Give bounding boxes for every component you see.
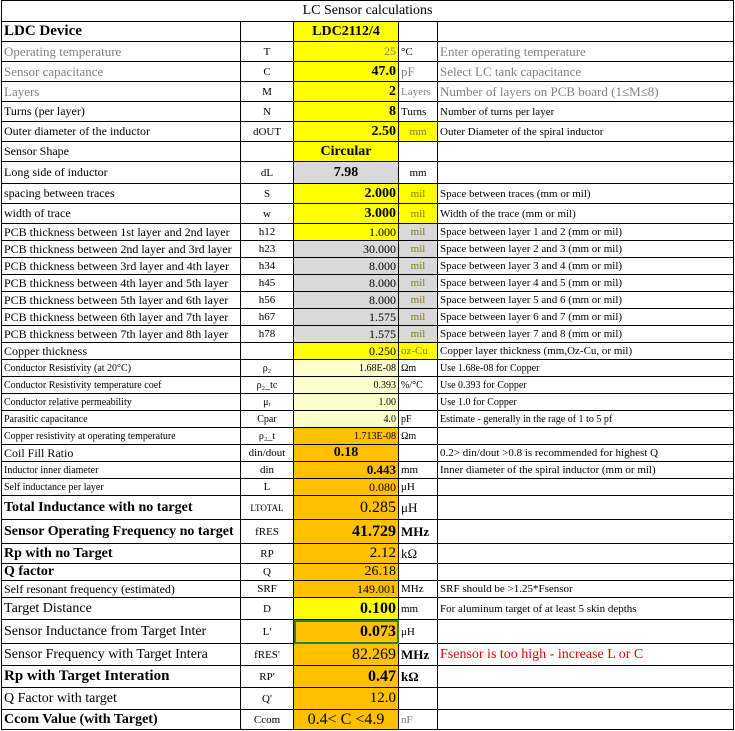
param-name-long-side-of-inductor: Long side of inductor — [2, 162, 241, 184]
param-name-rp-with-target-interation: Rp with Target Interation — [2, 666, 241, 688]
param-desc-width-of-trace: Width of the trace (mm or mil) — [438, 204, 734, 224]
param-symbol-self-inductance-per-layer: L — [241, 479, 294, 496]
param-name-sensor-inductance-from-target-inter: Sensor Inductance from Target Inter — [2, 620, 241, 644]
param-symbol-total-inductance-with-no-target: LTOTAL — [241, 496, 294, 520]
param-value-coil-fill-ratio[interactable]: 0.18 — [294, 445, 399, 462]
param-desc-pcb-thickness-between-6th-layer-and-7th-layer: Space between layer 6 and 7 (mm or mil) — [438, 309, 734, 326]
param-unit-sensor-inductance-from-target-inter: μH — [399, 620, 438, 644]
param-unit-q-factor-with-target — [399, 688, 438, 710]
param-value-long-side-of-inductor[interactable]: 7.98 — [294, 162, 399, 184]
param-desc-long-side-of-inductor — [438, 162, 734, 184]
param-name-q-factor: Q factor — [2, 564, 241, 581]
param-desc-self-inductance-per-layer — [438, 479, 734, 496]
param-name-pcb-thickness-between-2nd-layer-and-3rd-layer: PCB thickness between 2nd layer and 3rd layer — [2, 241, 241, 258]
param-name-pcb-thickness-between-6th-layer-and-7th-layer: PCB thickness between 6th layer and 7th layer — [2, 309, 241, 326]
param-symbol-pcb-thickness-between-7th-layer-and-8th-layer: h78 — [241, 326, 294, 343]
param-unit-ldc-device — [399, 22, 438, 42]
param-desc-sensor-frequency-with-target-intera: Fsensor is too high - increase L or C — [438, 644, 734, 666]
param-name-spacing-between-traces: spacing between traces — [2, 184, 241, 204]
table-row — [2, 688, 734, 710]
param-value-pcb-thickness-between-5th-layer-and-6th-layer[interactable]: 8.000 — [294, 292, 399, 309]
param-value-q-factor-with-target[interactable]: 12.0 — [294, 688, 399, 710]
param-symbol-copper-resistivity-at-operating-temperature: ρ₂_t — [241, 428, 294, 445]
param-symbol-spacing-between-traces: S — [241, 184, 294, 204]
table-row — [2, 82, 734, 102]
param-name-total-inductance-with-no-target: Total Inductance with no target — [2, 496, 241, 520]
param-unit-sensor-frequency-with-target-intera: MHz — [399, 644, 438, 666]
param-desc-sensor-operating-frequency-no-target — [438, 520, 734, 544]
param-desc-conductor-resistivity-at-20-c: Use 1.68e-08 for Copper — [438, 360, 734, 377]
param-unit-self-resonant-frequency-estimated: MHz — [399, 581, 438, 598]
param-desc-total-inductance-with-no-target — [438, 496, 734, 520]
param-value-conductor-resistivity-temperature-coef[interactable]: 0.393 — [294, 377, 399, 394]
param-name-inductor-inner-diameter: Inductor inner diameter — [2, 462, 241, 479]
param-unit-width-of-trace: mil — [399, 204, 438, 224]
param-unit-conductor-resistivity-at-20-c: Ωm — [399, 360, 438, 377]
param-symbol-q-factor-with-target: Q' — [241, 688, 294, 710]
param-unit-coil-fill-ratio — [399, 445, 438, 462]
param-symbol-sensor-shape — [241, 142, 294, 162]
param-name-turns-per-layer: Turns (per layer) — [2, 102, 241, 122]
param-name-q-factor-with-target: Q Factor with target — [2, 688, 241, 710]
param-name-parasitic-capacitance: Parasitic capacitance — [2, 411, 241, 428]
table-row — [2, 411, 734, 428]
table-row — [2, 520, 734, 544]
param-symbol-pcb-thickness-between-5th-layer-and-6th-layer: h56 — [241, 292, 294, 309]
param-symbol-outer-diameter-of-the-inductor: dOUT — [241, 122, 294, 142]
param-unit-long-side-of-inductor: mm — [399, 162, 438, 184]
param-symbol-pcb-thickness-between-1st-layer-and-2nd-layer: h12 — [241, 224, 294, 241]
param-name-coil-fill-ratio: Coil Fill Ratio — [2, 445, 241, 462]
param-value-target-distance[interactable]: 0.100 — [294, 598, 399, 620]
param-symbol-self-resonant-frequency-estimated: SRF — [241, 581, 294, 598]
param-desc-q-factor — [438, 564, 734, 581]
param-unit-inductor-inner-diameter: mm — [399, 462, 438, 479]
param-unit-pcb-thickness-between-7th-layer-and-8th-layer: mil — [399, 326, 438, 343]
param-desc-pcb-thickness-between-3rd-layer-and-4th-layer: Space between layer 3 and 4 (mm or mil) — [438, 258, 734, 275]
table-row — [2, 377, 734, 394]
param-symbol-sensor-operating-frequency-no-target: fRES — [241, 520, 294, 544]
param-desc-coil-fill-ratio: 0.2> din/dout >0.8 is recommended for highest Q — [438, 445, 734, 462]
param-unit-total-inductance-with-no-target: μH — [399, 496, 438, 520]
param-name-pcb-thickness-between-3rd-layer-and-4th-layer: PCB thickness between 3rd layer and 4th layer — [2, 258, 241, 275]
param-unit-pcb-thickness-between-6th-layer-and-7th-layer: mil — [399, 309, 438, 326]
table-row — [2, 241, 734, 258]
param-name-conductor-resistivity-at-20-c: Conductor Resistivity (at 20°C) — [2, 360, 241, 377]
param-value-q-factor[interactable]: 26.18 — [294, 564, 399, 581]
param-name-pcb-thickness-between-5th-layer-and-6th-layer: PCB thickness between 5th layer and 6th layer — [2, 292, 241, 309]
param-value-sensor-capacitance[interactable]: 47.0 — [294, 62, 399, 82]
param-unit-layers: Layers — [399, 82, 438, 102]
param-desc-sensor-shape — [438, 142, 734, 162]
param-value-conductor-relative-permeability[interactable]: 1.00 — [294, 394, 399, 411]
param-value-parasitic-capacitance[interactable]: 4.0 — [294, 411, 399, 428]
param-name-pcb-thickness-between-1st-layer-and-2nd-layer: PCB thickness between 1st layer and 2nd layer — [2, 224, 241, 241]
param-value-width-of-trace[interactable]: 3.000 — [294, 204, 399, 224]
param-desc-rp-with-no-target — [438, 544, 734, 564]
param-unit-operating-temperature: °C — [399, 42, 438, 62]
param-value-copper-thickness[interactable]: 0.250 — [294, 343, 399, 360]
param-desc-outer-diameter-of-the-inductor: Outer Diameter of the spiral inductor — [438, 122, 734, 142]
table-row — [2, 360, 734, 377]
table-row — [2, 42, 734, 62]
param-value-pcb-thickness-between-6th-layer-and-7th-layer[interactable]: 1.575 — [294, 309, 399, 326]
param-value-turns-per-layer[interactable]: 8 — [294, 102, 399, 122]
param-symbol-pcb-thickness-between-2nd-layer-and-3rd-layer: h23 — [241, 241, 294, 258]
table-row — [2, 258, 734, 275]
table-row — [2, 598, 734, 620]
table-row — [2, 445, 734, 462]
param-unit-sensor-shape — [399, 142, 438, 162]
param-symbol-rp-with-target-interation: RP' — [241, 666, 294, 688]
param-value-self-inductance-per-layer[interactable]: 0.080 — [294, 479, 399, 496]
param-unit-pcb-thickness-between-2nd-layer-and-3rd-layer: mil — [399, 241, 438, 258]
param-symbol-ldc-device — [241, 22, 294, 42]
param-desc-target-distance: For aluminum target of at least 5 skin depths — [438, 598, 734, 620]
table-row — [2, 162, 734, 184]
param-value-pcb-thickness-between-1st-layer-and-2nd-layer[interactable]: 1.000 — [294, 224, 399, 241]
param-symbol-pcb-thickness-between-4th-layer-and-5th-layer: h45 — [241, 275, 294, 292]
param-desc-pcb-thickness-between-7th-layer-and-8th-layer: Space between layer 7 and 8 (mm or mil) — [438, 326, 734, 343]
param-name-pcb-thickness-between-4th-layer-and-5th-layer: PCB thickness between 4th layer and 5th layer — [2, 275, 241, 292]
table-row — [2, 564, 734, 581]
table-row — [2, 102, 734, 122]
param-name-sensor-capacitance: Sensor capacitance — [2, 62, 241, 82]
param-value-sensor-shape[interactable]: Circular — [294, 142, 399, 162]
param-value-sensor-operating-frequency-no-target[interactable]: 41.729 — [294, 520, 399, 544]
param-symbol-q-factor: Q — [241, 564, 294, 581]
param-desc-rp-with-target-interation — [438, 666, 734, 688]
param-desc-sensor-inductance-from-target-inter — [438, 620, 734, 644]
param-unit-self-inductance-per-layer: μH — [399, 479, 438, 496]
param-symbol-operating-temperature: T — [241, 42, 294, 62]
param-unit-sensor-operating-frequency-no-target: MHz — [399, 520, 438, 544]
param-desc-conductor-resistivity-temperature-coef: Use 0.393 for Copper — [438, 377, 734, 394]
lc-sensor-sheet — [1, 0, 734, 730]
param-name-ldc-device: LDC Device — [2, 22, 241, 42]
param-unit-parasitic-capacitance: pF — [399, 411, 438, 428]
param-symbol-long-side-of-inductor: dL — [241, 162, 294, 184]
param-name-copper-thickness: Copper thickness — [2, 343, 241, 360]
param-symbol-sensor-inductance-from-target-inter: L' — [241, 620, 294, 644]
table-row — [2, 581, 734, 598]
param-name-operating-temperature: Operating temperature — [2, 42, 241, 62]
table-row — [2, 394, 734, 411]
param-value-pcb-thickness-between-2nd-layer-and-3rd-layer[interactable]: 30.000 — [294, 241, 399, 258]
param-desc-pcb-thickness-between-4th-layer-and-5th-layer: Space between layer 4 and 5 (mm or mil) — [438, 275, 734, 292]
param-unit-pcb-thickness-between-1st-layer-and-2nd-layer: mil — [399, 224, 438, 241]
table-row — [2, 292, 734, 309]
param-name-self-inductance-per-layer: Self inductance per layer — [2, 479, 241, 496]
param-symbol-conductor-resistivity-at-20-c: ρ₂ — [241, 360, 294, 377]
param-unit-copper-thickness: oz-Cu — [399, 343, 438, 360]
table-row — [2, 62, 734, 82]
param-value-outer-diameter-of-the-inductor[interactable]: 2.50 — [294, 122, 399, 142]
param-unit-pcb-thickness-between-5th-layer-and-6th-layer: mil — [399, 292, 438, 309]
param-desc-copper-thickness: Copper layer thickness (mm,Oz-Cu, or mil) — [438, 343, 734, 360]
param-name-outer-diameter-of-the-inductor: Outer diameter of the inductor — [2, 122, 241, 142]
param-unit-sensor-capacitance: pF — [399, 62, 438, 82]
param-symbol-layers: M — [241, 82, 294, 102]
param-value-sensor-frequency-with-target-intera[interactable]: 82.269 — [294, 644, 399, 666]
table-row — [2, 275, 734, 292]
param-symbol-pcb-thickness-between-3rd-layer-and-4th-layer: h34 — [241, 258, 294, 275]
param-value-spacing-between-traces[interactable]: 2.000 — [294, 184, 399, 204]
param-name-sensor-frequency-with-target-intera: Sensor Frequency with Target Intera — [2, 644, 241, 666]
param-value-conductor-resistivity-at-20-c[interactable]: 1.68E-08 — [294, 360, 399, 377]
table-row — [2, 666, 734, 688]
param-unit-conductor-resistivity-temperature-coef: %/°C — [399, 377, 438, 394]
param-desc-inductor-inner-diameter: Inner diameter of the spiral inductor (mm or mil) — [438, 462, 734, 479]
param-unit-turns-per-layer: Turns — [399, 102, 438, 122]
param-symbol-width-of-trace: w — [241, 204, 294, 224]
param-unit-outer-diameter-of-the-inductor: mm — [399, 122, 438, 142]
param-value-layers[interactable]: 2 — [294, 82, 399, 102]
table-row — [2, 428, 734, 445]
table-row — [2, 644, 734, 666]
table-row — [2, 544, 734, 564]
param-desc-pcb-thickness-between-1st-layer-and-2nd-layer: Space between layer 1 and 2 (mm or mil) — [438, 224, 734, 241]
param-symbol-pcb-thickness-between-6th-layer-and-7th-layer: h67 — [241, 309, 294, 326]
param-name-sensor-operating-frequency-no-target: Sensor Operating Frequency no target — [2, 520, 241, 544]
param-value-rp-with-no-target[interactable]: 2.12 — [294, 544, 399, 564]
param-unit-pcb-thickness-between-3rd-layer-and-4th-layer: mil — [399, 258, 438, 275]
table-row — [2, 710, 734, 730]
table-row — [2, 462, 734, 479]
param-value-rp-with-target-interation[interactable]: 0.47 — [294, 666, 399, 688]
param-value-pcb-thickness-between-3rd-layer-and-4th-layer[interactable]: 8.000 — [294, 258, 399, 275]
table-row — [2, 343, 734, 360]
table-row — [2, 142, 734, 162]
param-unit-ccom-value-with-target: nF — [399, 710, 438, 730]
param-symbol-coil-fill-ratio: din/dout — [241, 445, 294, 462]
param-name-ccom-value-with-target: Ccom Value (with Target) — [2, 710, 241, 730]
param-symbol-conductor-resistivity-temperature-coef: ρ₂_tc — [241, 377, 294, 394]
param-unit-rp-with-target-interation: kΩ — [399, 666, 438, 688]
table-row — [2, 326, 734, 343]
param-symbol-inductor-inner-diameter: din — [241, 462, 294, 479]
param-value-ccom-value-with-target[interactable]: 0.4< C <4.9 — [294, 710, 399, 730]
param-symbol-turns-per-layer: N — [241, 102, 294, 122]
param-value-sensor-inductance-from-target-inter[interactable]: 0.073 — [294, 620, 399, 644]
param-unit-pcb-thickness-between-4th-layer-and-5th-layer: mil — [399, 275, 438, 292]
param-desc-turns-per-layer: Number of turns per layer — [438, 102, 734, 122]
param-desc-pcb-thickness-between-5th-layer-and-6th-layer: Space between layer 5 and 6 (mm or mil) — [438, 292, 734, 309]
table-row — [2, 184, 734, 204]
param-desc-copper-resistivity-at-operating-temperature — [438, 428, 734, 445]
param-desc-spacing-between-traces: Space between traces (mm or mil) — [438, 184, 734, 204]
param-name-rp-with-no-target: Rp with no Target — [2, 544, 241, 564]
param-name-width-of-trace: width of trace — [2, 204, 241, 224]
param-value-copper-resistivity-at-operating-temperature[interactable]: 1.713E-08 — [294, 428, 399, 445]
param-value-pcb-thickness-between-4th-layer-and-5th-layer[interactable]: 8.000 — [294, 275, 399, 292]
param-symbol-ccom-value-with-target: Ccom — [241, 710, 294, 730]
param-unit-target-distance: mm — [399, 598, 438, 620]
param-unit-copper-resistivity-at-operating-temperature: Ωm — [399, 428, 438, 445]
param-desc-q-factor-with-target — [438, 688, 734, 710]
table-row — [2, 309, 734, 326]
param-desc-pcb-thickness-between-2nd-layer-and-3rd-layer: Space between layer 2 and 3 (mm or mil) — [438, 241, 734, 258]
table-row — [2, 620, 734, 644]
param-unit-conductor-relative-permeability — [399, 394, 438, 411]
table-row — [2, 479, 734, 496]
param-name-copper-resistivity-at-operating-temperature: Copper resistivity at operating temperature — [2, 428, 241, 445]
table-row — [2, 496, 734, 520]
param-value-inductor-inner-diameter[interactable]: 0.443 — [294, 462, 399, 479]
param-name-self-resonant-frequency-estimated: Self resonant frequency (estimated) — [2, 581, 241, 598]
param-symbol-copper-thickness — [241, 343, 294, 360]
param-desc-self-resonant-frequency-estimated: SRF should be >1.25*Fsensor — [438, 581, 734, 598]
table-row — [2, 204, 734, 224]
table-row — [2, 224, 734, 241]
table-row — [2, 122, 734, 142]
param-desc-conductor-relative-permeability: Use 1.0 for Copper — [438, 394, 734, 411]
param-symbol-sensor-capacitance: C — [241, 62, 294, 82]
param-unit-rp-with-no-target: kΩ — [399, 544, 438, 564]
param-name-conductor-relative-permeability: Conductor relative permeability — [2, 394, 241, 411]
param-value-pcb-thickness-between-7th-layer-and-8th-layer[interactable]: 1.575 — [294, 326, 399, 343]
sheet-title: LC Sensor calculations — [1, 0, 734, 21]
param-name-target-distance: Target Distance — [2, 598, 241, 620]
param-symbol-rp-with-no-target: RP — [241, 544, 294, 564]
param-unit-spacing-between-traces: mil — [399, 184, 438, 204]
param-value-operating-temperature[interactable]: 25 — [294, 42, 399, 62]
table-row — [2, 22, 734, 42]
param-desc-ldc-device — [438, 22, 734, 42]
param-desc-operating-temperature: Enter operating temperature — [438, 42, 734, 62]
param-symbol-conductor-relative-permeability: μᵣ — [241, 394, 294, 411]
param-name-sensor-shape: Sensor Shape — [2, 142, 241, 162]
param-symbol-parasitic-capacitance: Cpar — [241, 411, 294, 428]
param-name-pcb-thickness-between-7th-layer-and-8th-layer: PCB thickness between 7th layer and 8th layer — [2, 326, 241, 343]
param-desc-layers: Number of layers on PCB board (1≤M≤8) — [438, 82, 734, 102]
calc-table — [1, 21, 734, 730]
param-value-ldc-device[interactable]: LDC2112/4 — [294, 22, 399, 42]
param-value-total-inductance-with-no-target[interactable]: 0.285 — [294, 496, 399, 520]
param-desc-parasitic-capacitance: Estimate - generally in the rage of 1 to 5 pf — [438, 411, 734, 428]
param-name-layers: Layers — [2, 82, 241, 102]
param-unit-q-factor — [399, 564, 438, 581]
param-symbol-sensor-frequency-with-target-intera: fRES' — [241, 644, 294, 666]
param-desc-sensor-capacitance: Select LC tank capacitance — [438, 62, 734, 82]
param-name-conductor-resistivity-temperature-coef: Conductor Resistivity temperature coef — [2, 377, 241, 394]
param-desc-ccom-value-with-target — [438, 710, 734, 730]
param-value-self-resonant-frequency-estimated[interactable]: 149.001 — [294, 581, 399, 598]
param-symbol-target-distance: D — [241, 598, 294, 620]
